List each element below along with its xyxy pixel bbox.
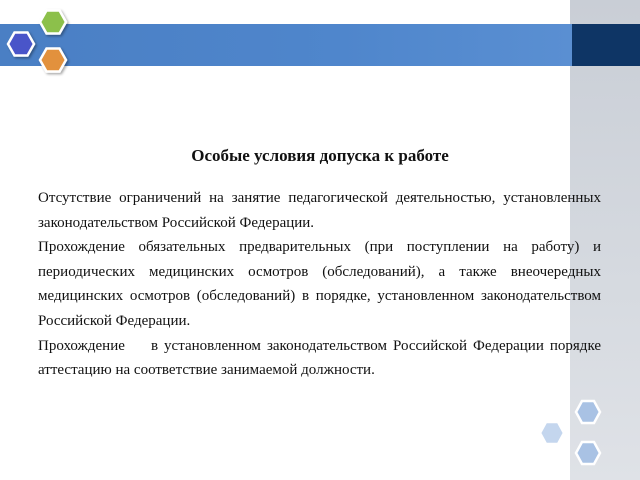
paragraph-3-rest: в установленном законодательством Российской Федерации порядке аттестацию на соответствие занимаемой должности.: [38, 337, 602, 379]
paragraph-2: Прохождение обязательных предварительных (при поступлении на работу) и периодических медицинских осмотров (обследований), а также внеочередных медицинских осмотров (обследований) в порядке, установленном законодательством Российской Федерации.: [38, 239, 601, 329]
paragraph-1: Отсутствие ограничений на занятие педагогической деятельностью, установленных законодательством Российской Федерации.: [38, 190, 601, 231]
paragraph-3: [38, 334, 601, 383]
slide-body: [38, 186, 601, 383]
paragraph-3-first-word: Прохождение: [38, 337, 125, 354]
hexagon-cluster-icon: [0, 0, 90, 90]
slide-title: Особые условия допуска к работе: [191, 146, 449, 165]
hexagon-cluster-icon: [530, 388, 640, 480]
header-dark-block: [572, 24, 640, 66]
